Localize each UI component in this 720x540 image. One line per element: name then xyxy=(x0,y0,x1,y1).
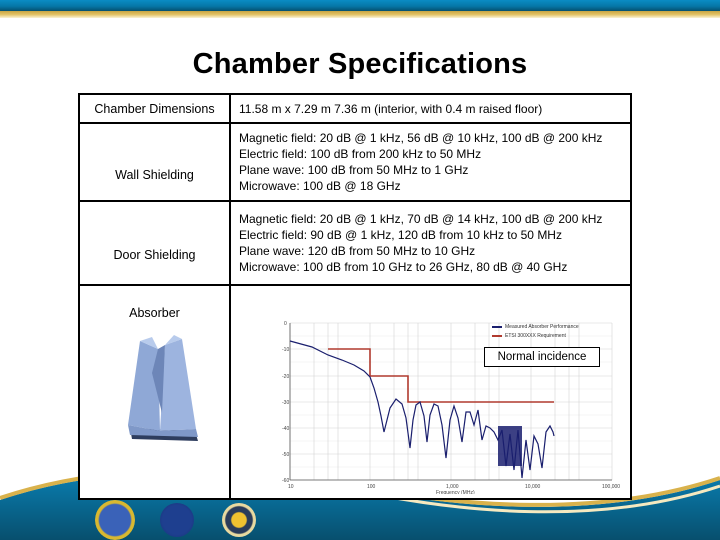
table-row-door-shielding xyxy=(80,202,630,286)
nasa-logo xyxy=(160,503,194,537)
row-value xyxy=(239,202,626,293)
legend-swatch xyxy=(492,326,502,328)
seal-logo xyxy=(222,503,256,537)
row-value xyxy=(239,124,626,206)
x-tick: 10 xyxy=(288,484,294,490)
x-axis-label: Frequency (MHz) xyxy=(436,490,475,494)
x-tick: 10,000 xyxy=(525,484,541,490)
legend-label: Measured Absorber Performance xyxy=(505,323,579,330)
value-line: Plane wave: 120 dB from 50 MHz to 10 GHz xyxy=(239,244,476,258)
header-bar xyxy=(0,0,720,11)
y-tick: -60 xyxy=(282,478,290,484)
value-line: Plane wave: 100 dB from 50 MHz to 1 GHz xyxy=(239,163,469,177)
value-line: 11.58 m x 7.29 m 7.36 m (interior, with 0.4 m raised floor) xyxy=(239,102,543,116)
value-line: Electric field: 90 dB @ 1 kHz, 120 dB from 10 kHz to 50 MHz xyxy=(239,228,562,242)
y-tick: -10 xyxy=(282,347,290,353)
legend-label: ETSI 300XXX Requirement xyxy=(505,332,566,339)
table-row-chamber-dimensions xyxy=(80,95,630,124)
y-tick: -30 xyxy=(282,400,290,406)
table-row-wall-shielding xyxy=(80,124,630,202)
x-tick: 100 xyxy=(367,484,376,490)
absorber-image xyxy=(110,333,210,448)
nsf-logo xyxy=(95,500,135,540)
y-tick: -20 xyxy=(282,374,290,380)
chart-legend xyxy=(492,322,579,340)
slide-title: Chamber Specifications xyxy=(192,48,528,80)
value-line: Magnetic field: 20 dB @ 1 kHz, 70 dB @ 14 kHz, 100 dB @ 200 kHz xyxy=(239,212,603,226)
value-line: Electric field: 100 dB from 200 kHz to 50 MHz xyxy=(239,147,482,161)
row-label: Wall Shielding xyxy=(80,124,231,200)
y-tick: -50 xyxy=(282,452,290,458)
row-label-text: Absorber xyxy=(129,306,180,320)
x-tick: 100,000 xyxy=(602,484,621,490)
value-line: Microwave: 100 dB @ 18 GHz xyxy=(239,179,401,193)
value-line: Magnetic field: 20 dB @ 1 kHz, 56 dB @ 10 kHz, 100 dB @ 200 kHz xyxy=(239,131,603,145)
value-line: Microwave: 100 dB from 10 GHz to 26 GHz, 80 dB @ 40 GHz xyxy=(239,260,568,274)
row-label: Door Shielding xyxy=(80,202,231,284)
y-tick: -40 xyxy=(282,426,290,432)
legend-swatch xyxy=(492,335,502,337)
y-tick: 0 xyxy=(284,321,287,327)
row-label: Chamber Dimensions xyxy=(80,95,231,122)
normal-incidence-annotation: Normal incidence xyxy=(484,347,600,367)
header-stripe xyxy=(0,11,720,18)
absorber-reflectivity-chart xyxy=(282,320,628,494)
x-tick: 1,000 xyxy=(446,484,459,490)
legend-item-measured xyxy=(492,322,579,331)
legend-item-requirement xyxy=(492,331,579,340)
